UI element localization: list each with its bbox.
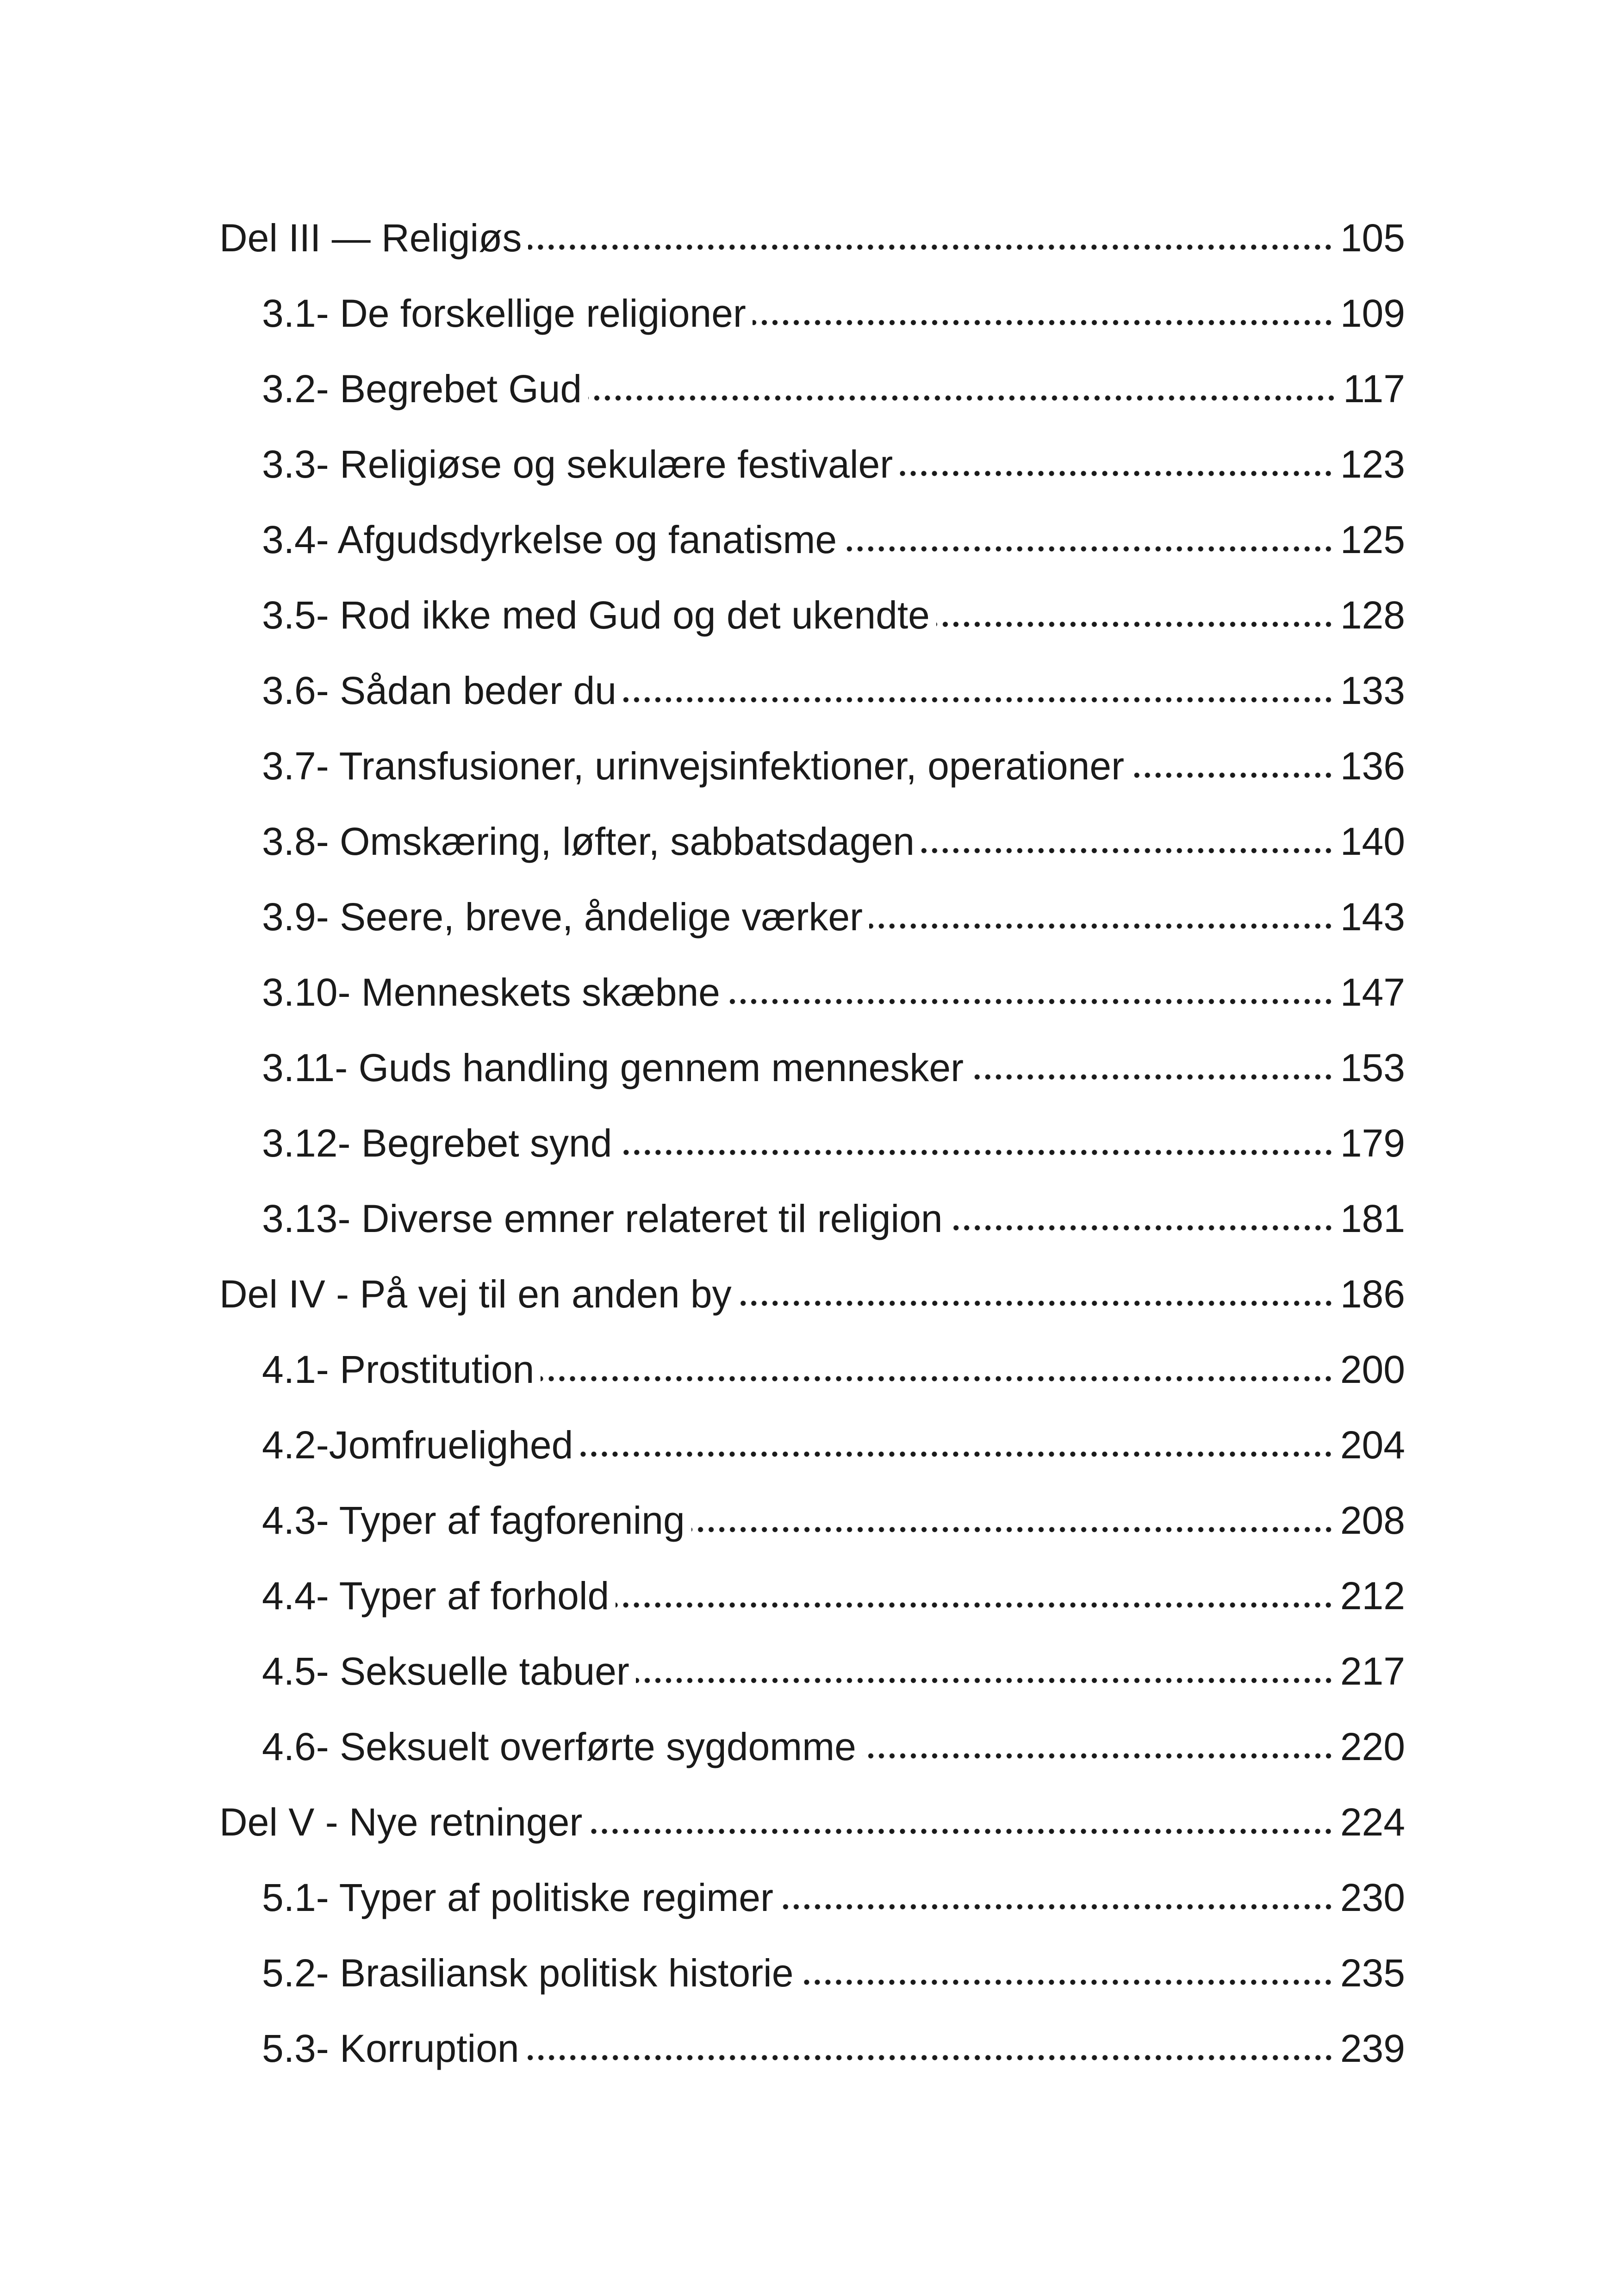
toc-entry-page-number: 109	[1340, 291, 1405, 335]
toc-entry-page-number: 220	[1340, 1724, 1405, 1768]
toc-entry-title: 3.10- Menneskets skæbne	[262, 970, 720, 1014]
toc-entry-title: 3.4- Afgudsdyrkelse og fanatisme	[262, 517, 837, 561]
dot-leader	[588, 395, 1337, 401]
toc-entry-page-number: 147	[1340, 970, 1405, 1014]
toc-entry-section[interactable]	[219, 954, 1405, 1030]
toc-entry-page-number: 200	[1340, 1347, 1405, 1391]
toc-entry-page-number: 224	[1340, 1800, 1405, 1844]
toc-entry-section[interactable]	[219, 653, 1405, 728]
toc-entry-section[interactable]	[219, 1633, 1405, 1709]
dot-leader	[780, 1904, 1334, 1910]
toc-entry-title: 3.9- Seere, breve, åndelige værker	[262, 895, 863, 939]
toc-entry-title: 3.5- Rod ikke med Gud og det ukendte	[262, 593, 930, 637]
toc-entry-page-number: 235	[1340, 1951, 1405, 1995]
dot-leader	[1131, 772, 1334, 778]
toc-entry-title: 4.5- Seksuelle tabuer	[262, 1649, 629, 1693]
dot-leader	[970, 1074, 1334, 1080]
toc-entry-page-number: 140	[1340, 819, 1405, 863]
toc-entry-title: 3.3- Religiøse og sekulære festivaler	[262, 442, 893, 486]
toc-entry-section[interactable]	[219, 1860, 1405, 1935]
toc-entry-part[interactable]	[219, 200, 1405, 275]
dot-leader	[863, 1753, 1334, 1759]
toc-entry-page-number: 105	[1340, 216, 1405, 260]
dot-leader	[616, 1602, 1334, 1608]
toc-entry-section[interactable]	[219, 1105, 1405, 1181]
toc-entry-page-number: 123	[1340, 442, 1405, 486]
toc-entry-page-number: 230	[1340, 1875, 1405, 1919]
dot-leader	[753, 320, 1334, 325]
dot-leader	[921, 848, 1334, 853]
toc-entry-title: 3.12- Begrebet synd	[262, 1121, 612, 1165]
toc-entry-section[interactable]	[219, 1709, 1405, 1784]
toc-entry-title: 5.1- Typer af politiske regimer	[262, 1875, 773, 1919]
toc-entry-title: 4.3- Typer af fagforening	[262, 1498, 685, 1542]
toc-entry-section[interactable]	[219, 275, 1405, 351]
toc-entry-part[interactable]	[219, 1256, 1405, 1332]
toc-entry-title: 3.7- Transfusioner, urinvejsinfektioner, operationer	[262, 744, 1125, 788]
dot-leader	[691, 1527, 1334, 1532]
toc-entry-page-number: 128	[1340, 593, 1405, 637]
toc-entry-page-number: 117	[1343, 367, 1405, 411]
toc-entry-page-number: 239	[1340, 2026, 1405, 2070]
toc-entry-section[interactable]	[219, 1332, 1405, 1407]
dot-leader	[899, 471, 1334, 476]
toc-entry-title: 4.2-Jomfruelighed	[262, 1423, 573, 1467]
toc-entry-title: 4.6- Seksuelt overførte sygdomme	[262, 1724, 856, 1768]
dot-leader	[541, 1376, 1334, 1381]
toc-entry-title: 5.3- Korruption	[262, 2026, 519, 2070]
dot-leader	[623, 697, 1334, 703]
dot-leader	[727, 999, 1334, 1004]
toc-entry-page-number: 181	[1340, 1196, 1405, 1240]
toc-entry-section[interactable]	[219, 577, 1405, 653]
toc-entry-page-number: 186	[1340, 1272, 1405, 1316]
toc-entry-page-number: 212	[1340, 1574, 1405, 1618]
toc-entry-section[interactable]	[219, 1935, 1405, 2010]
toc-entry-section[interactable]	[219, 1558, 1405, 1633]
toc-entry-title: 3.1- De forskellige religioner	[262, 291, 746, 335]
toc-entry-title: Del III — Religiøs	[219, 216, 522, 260]
toc-entry-section[interactable]	[219, 1030, 1405, 1105]
toc-entry-section[interactable]	[219, 728, 1405, 803]
toc-entry-page-number: 125	[1340, 517, 1405, 561]
toc-entry-title: 3.8- Omskæring, løfter, sabbatsdagen	[262, 819, 915, 863]
toc-entry-section[interactable]	[219, 1407, 1405, 1482]
toc-entry-page-number: 179	[1340, 1121, 1405, 1165]
dot-leader	[843, 546, 1334, 552]
toc-entry-title: 3.13- Diverse emner relateret til religion	[262, 1196, 943, 1240]
toc-entry-page-number: 136	[1340, 744, 1405, 788]
toc-entry-page-number: 217	[1340, 1649, 1405, 1693]
toc-entry-page-number: 153	[1340, 1045, 1405, 1089]
dot-leader	[800, 1979, 1333, 1985]
toc-entry-section[interactable]	[219, 803, 1405, 879]
toc-entry-section[interactable]	[219, 502, 1405, 577]
toc-entry-title: 4.1- Prostitution	[262, 1347, 535, 1391]
dot-leader	[936, 622, 1334, 627]
toc-entry-section[interactable]	[219, 2010, 1405, 2086]
toc-entry-title: 3.6- Sådan beder du	[262, 668, 616, 712]
toc-entry-part[interactable]	[219, 1784, 1405, 1860]
toc-entry-title: 3.2- Begrebet Gud	[262, 367, 582, 411]
dot-leader	[949, 1225, 1334, 1231]
toc-entry-section[interactable]	[219, 1482, 1405, 1558]
toc-entry-title: Del IV - På vej til en anden by	[219, 1272, 732, 1316]
toc-entry-title: 5.2- Brasiliansk politisk historie	[262, 1951, 794, 1995]
dot-leader	[589, 1829, 1334, 1834]
toc-entry-section[interactable]	[219, 351, 1405, 426]
dot-leader	[869, 923, 1334, 929]
toc-entry-page-number: 204	[1340, 1423, 1405, 1467]
dot-leader	[528, 244, 1333, 250]
toc-entry-page-number: 208	[1340, 1498, 1405, 1542]
dot-leader	[636, 1678, 1334, 1683]
toc-entry-page-number: 143	[1340, 895, 1405, 939]
toc-entry-page-number: 133	[1340, 668, 1405, 712]
toc-entry-section[interactable]	[219, 879, 1405, 954]
dot-leader	[579, 1451, 1333, 1457]
dot-leader	[526, 2055, 1334, 2060]
toc-entry-section[interactable]	[219, 1181, 1405, 1256]
toc-entry-section[interactable]	[219, 426, 1405, 502]
toc-entry-title: 3.11- Guds handling gennem mennesker	[262, 1045, 964, 1089]
dot-leader	[619, 1150, 1334, 1155]
table-of-contents	[219, 200, 1405, 2086]
dot-leader	[738, 1300, 1334, 1306]
toc-entry-title: 4.4- Typer af forhold	[262, 1574, 610, 1618]
toc-entry-title: Del V - Nye retninger	[219, 1800, 583, 1844]
